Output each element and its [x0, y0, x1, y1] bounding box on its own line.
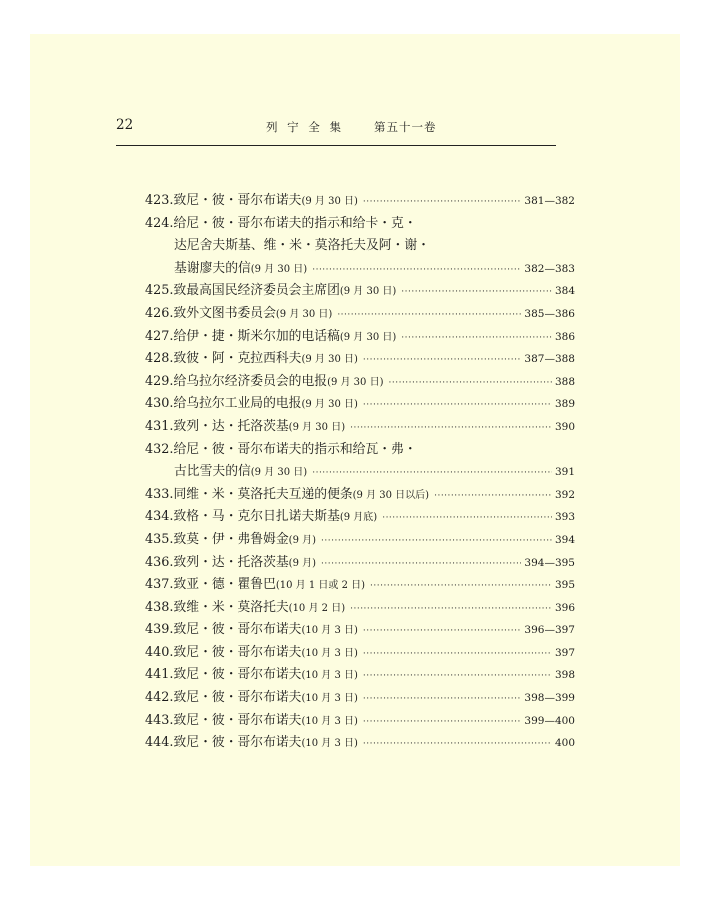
toc-entry: [145, 416, 575, 439]
entry-number: 438.: [145, 599, 174, 615]
entry-date: (9 月 30 日): [250, 263, 308, 275]
entry-title: 致外文图书委员会: [173, 305, 276, 321]
entry-title: 致亚・德・瞿鲁巴: [173, 577, 276, 593]
toc-entry: [145, 642, 575, 665]
entry-date: (9 月 30 日): [301, 354, 358, 366]
page-range: 392: [554, 488, 575, 501]
page-range: 395: [554, 579, 575, 592]
entry-date: (10 月 2 日): [288, 602, 346, 614]
toc-entry: [145, 529, 575, 552]
toc-entry: [145, 687, 575, 710]
page-range: 396—397: [524, 624, 575, 637]
entry-title: 致尼・彼・哥尔布诺夫: [173, 690, 302, 706]
entry-date: (10 月 3 日): [301, 670, 358, 682]
toc-entry: [145, 732, 575, 755]
toc-entry: [145, 371, 575, 394]
page-range: 382—383: [524, 262, 575, 275]
entry-number: 434.: [145, 509, 174, 525]
leader-dots: [370, 575, 552, 598]
entry-date: (9 月 30 日): [339, 286, 397, 298]
leader-dots: [434, 485, 552, 508]
entry-date: (9 月): [288, 557, 317, 569]
leader-dots: [363, 394, 552, 417]
entry-title: 致最高国民经济委员会主席团: [173, 283, 340, 299]
page-range: 398: [554, 669, 575, 682]
page-range: 399—400: [524, 714, 575, 727]
entry-date: (10 月 3 日): [301, 693, 358, 705]
leader-dots: [312, 259, 521, 282]
entry-date: (9 月 30 日): [275, 308, 333, 320]
page-range: 400: [554, 737, 575, 750]
leader-dots: [363, 688, 522, 711]
toc-entry: [145, 574, 575, 597]
toc-entry: [145, 664, 575, 687]
leader-dots: [389, 372, 552, 395]
entry-number: 441.: [145, 667, 174, 683]
entry-number: 423.: [145, 193, 174, 208]
page-range: 385—386: [524, 307, 575, 320]
entry-date: (9 月 30 日): [288, 421, 346, 433]
entry-number: 435.: [145, 531, 174, 547]
page-range: 389: [554, 398, 575, 411]
entry-title: 致尼・彼・哥尔布诺夫: [173, 193, 302, 208]
toc-entry: [145, 190, 575, 213]
leader-dots: [363, 711, 522, 734]
page-range: 388: [554, 375, 575, 388]
page-header: [116, 117, 556, 146]
entry-title: 致彼・阿・克拉西科夫: [173, 351, 302, 367]
leader-dots: [350, 417, 552, 440]
entry-date: (9 月 30 日): [250, 467, 308, 479]
toc-entry: [145, 710, 575, 733]
entry-number: 436.: [145, 554, 174, 570]
entry-number: 437.: [145, 577, 174, 593]
entry-date: (9 月底): [339, 512, 378, 524]
entry-title: 致尼・彼・哥尔布诺夫: [173, 622, 302, 638]
entry-title: 给尼・彼・哥尔布诺夫的指示和给卡・克・: [173, 215, 417, 231]
toc-entry-continuation: [145, 258, 575, 281]
entry-number: 429.: [145, 373, 174, 389]
toc-entry: [145, 506, 575, 529]
entry-number: 428.: [145, 351, 174, 367]
entry-title: 致列・达・托洛茨基: [173, 554, 289, 570]
leader-dots: [312, 462, 552, 485]
toc-entry: [145, 439, 575, 462]
table-of-contents: [145, 190, 575, 755]
leader-dots: [382, 507, 552, 530]
entry-title: 致尼・彼・哥尔布诺夫: [173, 667, 302, 683]
toc-entry: [145, 348, 575, 371]
toc-entry: [145, 280, 575, 303]
leader-dots: [363, 191, 522, 214]
leader-dots: [337, 304, 521, 327]
entry-date: (9 月 30 日): [339, 331, 397, 343]
page-range: 391: [554, 466, 575, 479]
entry-title: 给乌拉尔经济委员会的电报: [173, 373, 328, 389]
entry-title: 致格・马・克尔日扎诺夫斯基: [173, 509, 340, 525]
entry-title: 致尼・彼・哥尔布诺夫: [173, 712, 302, 728]
entry-number: 439.: [145, 622, 174, 638]
entry-date: (10 月 3 日): [301, 625, 358, 637]
entry-number: 442.: [145, 690, 174, 706]
entry-date: (10 月 1 日或 2 日): [275, 580, 366, 592]
page-range: 384: [554, 285, 575, 298]
entry-title: 致列・达・托洛茨基: [173, 418, 289, 434]
entry-date: (9 月): [288, 534, 317, 546]
toc-entry: [145, 213, 575, 236]
leader-dots: [321, 530, 552, 553]
page-range: 381—382: [524, 195, 575, 207]
leader-dots: [321, 553, 521, 576]
page-range: 393: [554, 511, 575, 524]
entry-date: (9 月 30 日): [327, 376, 384, 388]
toc-entry: [145, 303, 575, 326]
leader-dots: [363, 665, 552, 688]
page-range: 396: [554, 601, 575, 614]
volume-label: 第五十一卷: [374, 120, 437, 134]
entry-number: 443.: [145, 712, 174, 728]
entry-title: 致尼・彼・哥尔布诺夫: [173, 735, 302, 751]
page-range: 398—399: [524, 692, 575, 705]
entry-title: 同维・米・莫洛托夫互递的便条: [173, 486, 353, 502]
entry-date: (9 月 30 日): [301, 399, 358, 411]
entry-title: 致尼・彼・哥尔布诺夫: [173, 644, 302, 660]
leader-dots: [363, 620, 522, 643]
entry-number: 427.: [145, 328, 174, 344]
leader-dots: [350, 598, 552, 621]
running-title: 列 宁 全 集: [266, 120, 344, 134]
entry-number: 424.: [145, 215, 174, 231]
toc-entry: [145, 597, 575, 620]
page-range: 390: [554, 420, 575, 433]
entry-title: 致维・米・莫洛托夫: [173, 599, 289, 615]
page-range: 386: [554, 330, 575, 343]
toc-entry: [145, 552, 575, 575]
entry-number: 431.: [145, 418, 174, 434]
page-number: 22: [116, 117, 134, 133]
page-range: 397: [554, 646, 575, 659]
entry-title: 达尼舍夫斯基、维・米・莫洛托夫及阿・谢・: [174, 238, 430, 254]
entry-date: (9 月 30 日以后): [352, 489, 430, 501]
entry-title: 给乌拉尔工业局的电报: [173, 396, 302, 412]
entry-title: 古比雪夫的信: [174, 464, 251, 480]
entry-number: 425.: [145, 283, 174, 299]
entry-title: 基谢廖夫的信: [174, 260, 251, 276]
toc-entry-continuation: [145, 235, 575, 258]
entry-number: 444.: [145, 735, 174, 751]
toc-entry: [145, 619, 575, 642]
leader-dots: [363, 733, 552, 756]
entry-number: 430.: [145, 396, 174, 412]
entry-date: (10 月 3 日): [301, 738, 358, 750]
page-range: 387—388: [524, 353, 575, 366]
toc-entry: [145, 393, 575, 416]
entry-title: 给尼・彼・哥尔布诺夫的指示和给瓦・弗・: [173, 441, 417, 457]
entry-number: 426.: [145, 305, 174, 321]
toc-entry: [145, 326, 575, 349]
entry-date: (9 月 30 日): [301, 196, 358, 207]
entry-date: (10 月 3 日): [301, 647, 358, 659]
leader-dots: [363, 349, 522, 372]
toc-entry-continuation: [145, 461, 575, 484]
page-range: 394—395: [524, 556, 575, 569]
toc-entry: [145, 484, 575, 507]
entry-number: 432.: [145, 441, 174, 457]
entry-title: 给伊・捷・斯米尔加的电话稿: [173, 328, 340, 344]
leader-dots: [363, 643, 552, 666]
leader-dots: [401, 327, 552, 350]
entry-date: (10 月 3 日): [301, 715, 358, 727]
entry-title: 致莫・伊・弗鲁姆金: [173, 531, 289, 547]
page-range: 394: [554, 533, 575, 546]
leader-dots: [401, 281, 552, 304]
entry-number: 433.: [145, 486, 174, 502]
entry-number: 440.: [145, 644, 174, 660]
